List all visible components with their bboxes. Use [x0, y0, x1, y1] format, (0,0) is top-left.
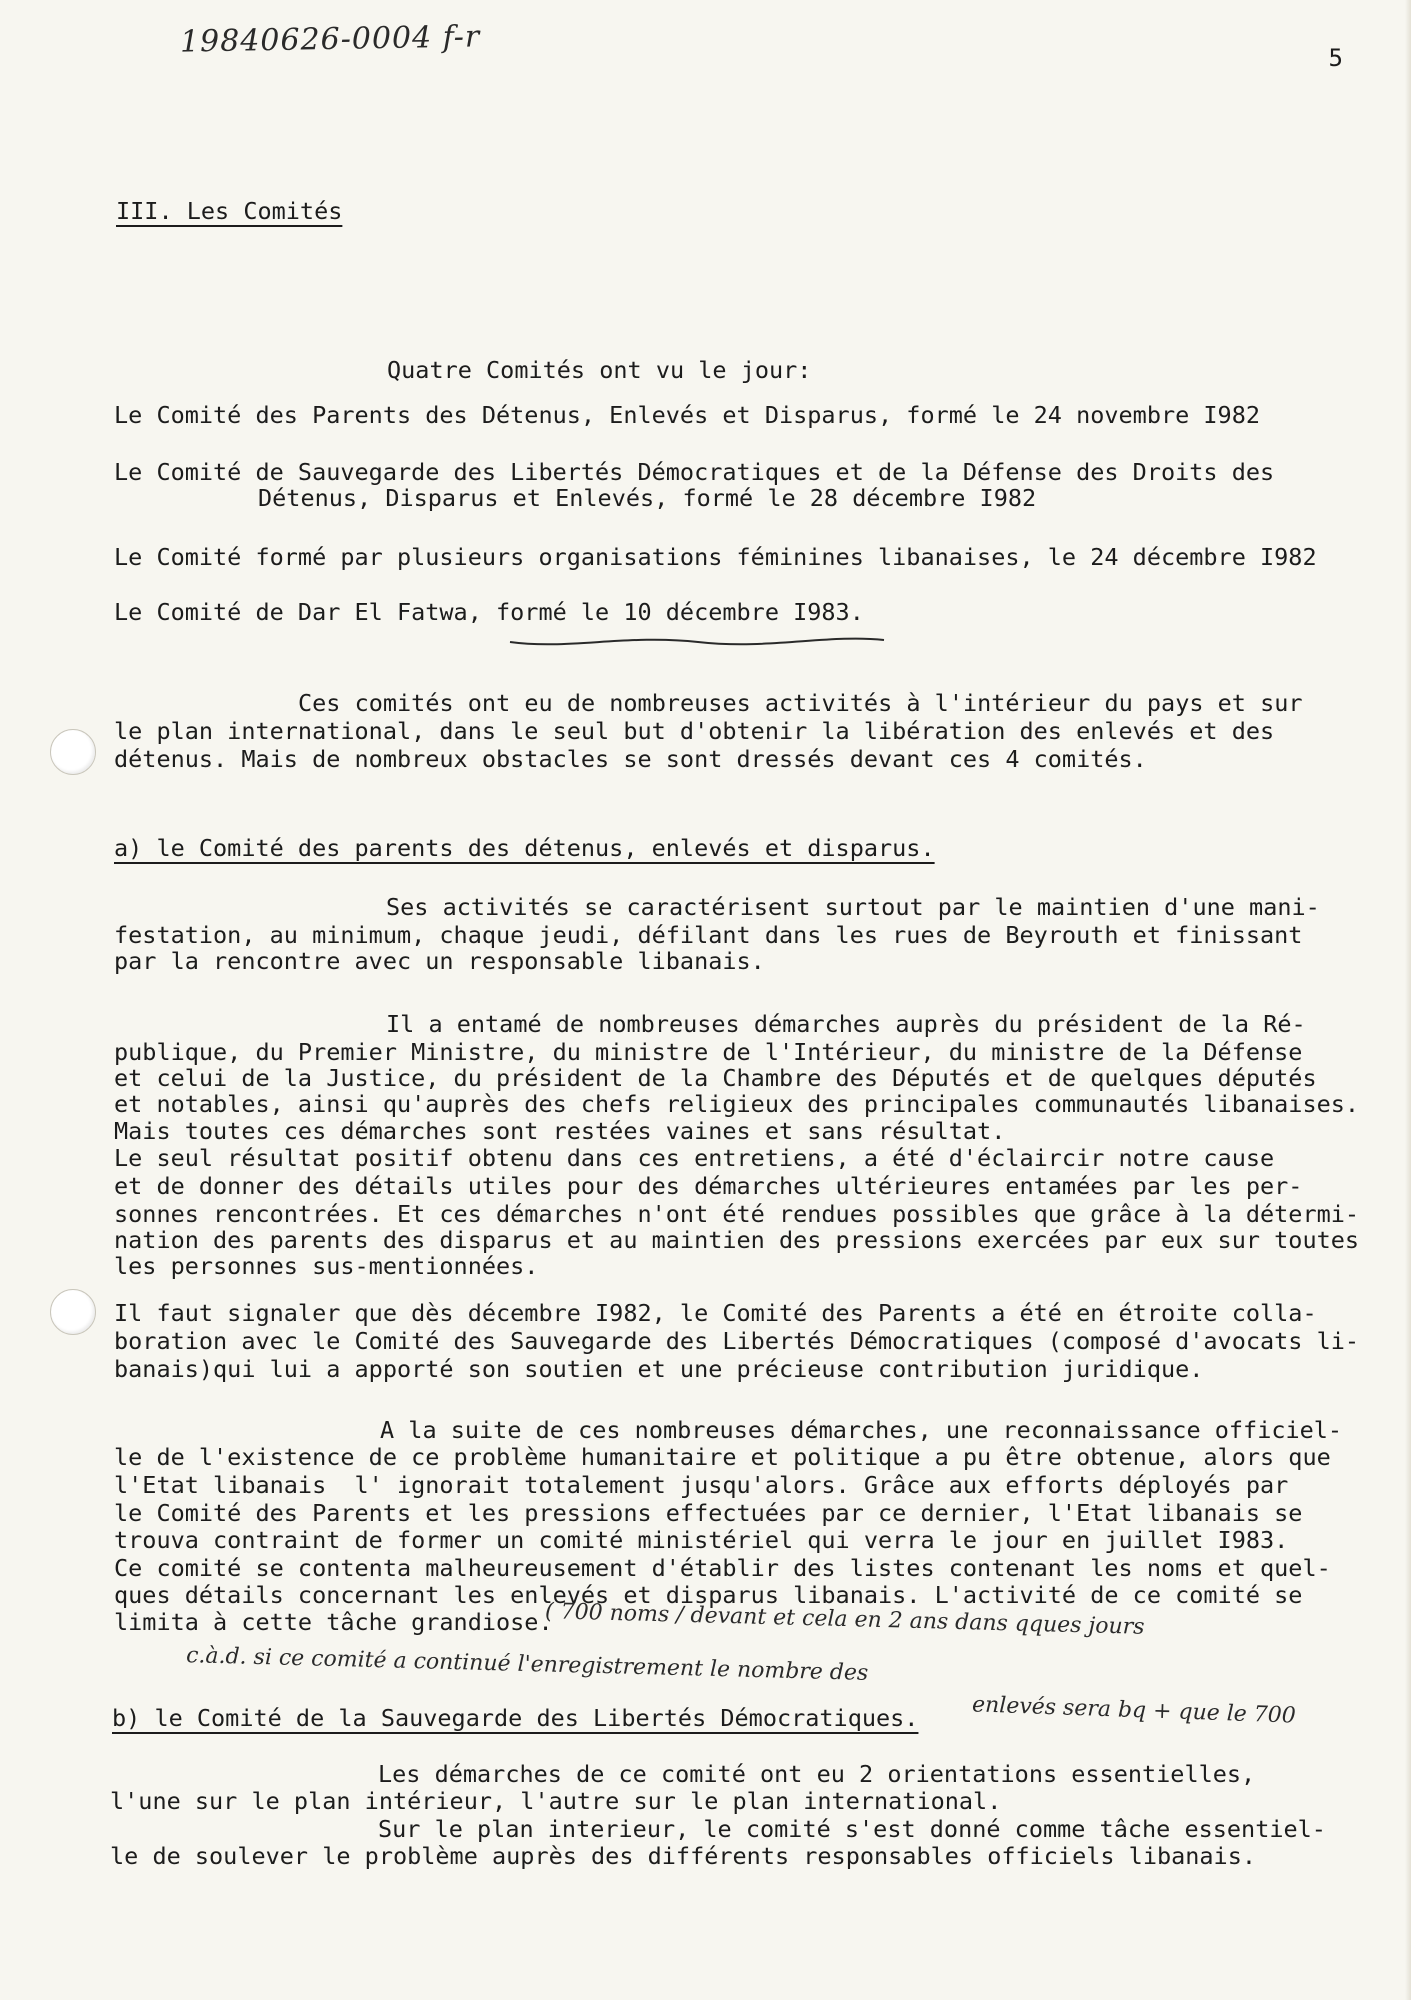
text-line: Le Comité formé par plusieurs organisations féminines libanaises, le 24 décembre I982 [114, 543, 1317, 571]
text-line: Il faut signaler que dès décembre I982, le Comité des Parents a été en étroite colla- [114, 1299, 1317, 1327]
paper-edge [1405, 0, 1411, 2000]
handwritten-note: c.à.d. si ce comité a continué l'enregistrement le nombre des [185, 1643, 869, 1686]
text-line: Le Comité de Sauvegarde des Libertés Démocratiques et de la Défense des Droits des [114, 458, 1275, 486]
text-line: Quatre Comités ont vu le jour: [387, 356, 812, 384]
text-line: Le Comité de Dar El Fatwa, formé le 10 décembre I983. [114, 598, 864, 626]
text-line: et de donner des détails utiles pour des démarches ultérieures entamées par les per- [114, 1172, 1303, 1200]
text-line: par la rencontre avec un responsable libanais. [114, 947, 765, 975]
handwritten-note: ( 700 noms / devant et cela en 2 ans dans qques jours [544, 1599, 1145, 1640]
text-line: sonnes rencontrées. Et ces démarches n'ont été rendues possibles que grâce à la détermi- [114, 1200, 1360, 1228]
text-line: détenus. Mais de nombreux obstacles se sont dressés devant ces 4 comités. [114, 745, 1147, 773]
text-line: festation, au minimum, chaque jeudi, défilant dans les rues de Beyrouth et finissant [114, 921, 1303, 949]
text-line: Ce comité se contenta malheureusement d'établir des listes contenant les noms et quel- [114, 1554, 1331, 1582]
section-heading: III. Les Comités [116, 197, 343, 225]
text-line: l'une sur le plan intérieur, l'autre sur le plan international. [110, 1787, 1002, 1815]
text-line: A la suite de ces nombreuses démarches, une reconnaissance officiel- [380, 1416, 1343, 1444]
text-line: boration avec le Comité des Sauvegarde des Libertés Démocratiques (composé d'avocats li- [114, 1327, 1360, 1355]
text-line: et notables, ainsi qu'auprès des chefs religieux des principales communautés libanaises. [114, 1090, 1360, 1118]
text-line: l'Etat libanais l' ignorait totalement jusqu'alors. Grâce aux efforts déployés par [114, 1471, 1289, 1499]
text-line: ques détails concernant les enlevés et disparus libanais. L'activité de ce comité se [114, 1581, 1303, 1609]
text-line: limita à cette tâche grandiose. [114, 1608, 553, 1636]
subheading-b: b) le Comité de la Sauvegarde des Libertés Démocratiques. [112, 1704, 919, 1732]
text-line: le Comité des Parents et les pressions effectuées par ce dernier, l'Etat libanais se [114, 1499, 1303, 1527]
text-line: Le Comité des Parents des Détenus, Enlevés et Disparus, formé le 24 novembre I982 [114, 401, 1261, 429]
handwritten-underline [508, 630, 888, 652]
text-line: Le seul résultat positif obtenu dans ces entretiens, a été d'éclaircir notre cause [114, 1144, 1275, 1172]
text-line: le de soulever le problème auprès des différents responsables officiels libanais. [110, 1842, 1257, 1870]
punch-hole [50, 1289, 96, 1335]
text-line: Il a entamé de nombreuses démarches auprès du président de la Ré- [386, 1010, 1306, 1038]
text-line: banais)qui lui a apporté son soutien et une précieuse contribution juridique. [114, 1355, 1204, 1383]
handwritten-note: enlevés sera bq + que le 700 [971, 1692, 1297, 1729]
text-line: le de l'existence de ce problème humanitaire et politique a pu être obtenue, alors que [114, 1443, 1331, 1471]
punch-hole [50, 729, 96, 775]
text-line: trouva contraint de former un comité ministériel qui verra le jour en juillet I983. [114, 1526, 1289, 1554]
text-line: nation des parents des disparus et au maintien des pressions exercées par eux sur toutes [114, 1226, 1360, 1254]
text-line: Sur le plan interieur, le comité s'est donné comme tâche essentiel- [378, 1815, 1326, 1843]
subheading-a: a) le Comité des parents des détenus, enlevés et disparus. [114, 834, 935, 862]
text-line: Ses activités se caractérisent surtout par le maintien d'une mani- [386, 893, 1320, 921]
text-line: le plan international, dans le seul but d'obtenir la libération des enlevés et des [114, 717, 1275, 745]
text-line: les personnes sus-mentionnées. [114, 1252, 539, 1280]
text-line: et celui de la Justice, du président de la Chambre des Députés et de quelques députés [114, 1064, 1317, 1092]
text-line: Détenus, Disparus et Enlevés, formé le 28 décembre I982 [258, 484, 1037, 512]
page-number: 5 [1328, 44, 1343, 72]
archive-reference: 19840626-0004 f-r [179, 19, 481, 60]
text-line: publique, du Premier Ministre, du ministre de l'Intérieur, du ministre de la Défense [114, 1038, 1303, 1066]
text-line: Mais toutes ces démarches sont restées vaines et sans résultat. [114, 1117, 1006, 1145]
text-line: Ces comités ont eu de nombreuses activités à l'intérieur du pays et sur [298, 689, 1303, 717]
text-line: Les démarches de ce comité ont eu 2 orientations essentielles, [378, 1760, 1256, 1788]
